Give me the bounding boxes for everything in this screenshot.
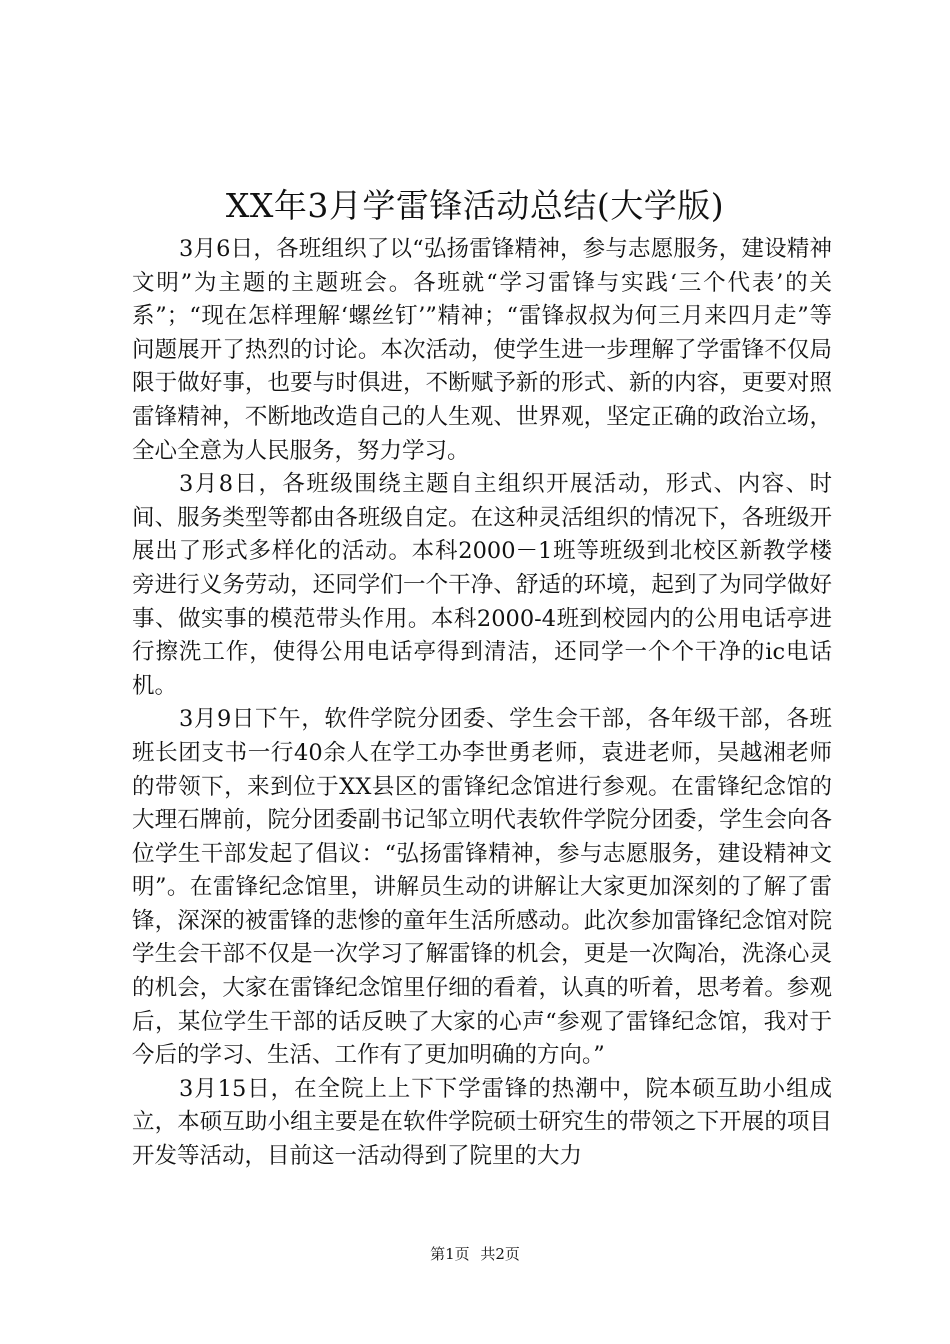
paragraph: 3月9日下午，软件学院分团委、学生会干部，各年级干部，各班班长团支书一行40余人在学工办李世勇老师，袁进老师，吴越湘老师的带领下，来到位于XX县区的雷锋纪念馆进行参观。在雷锋纪念馆的大理石牌前，院分团委副书记邹立明代表软件学院分团委，学生会向各位学生干部发起了倡议：“弘扬雷锋精神，参与志愿服务，建设精神文明”。在雷锋纪念馆里，讲解员生动的讲解让大家更加深刻的了解了雷锋，深深的被雷锋的悲惨的童年生活所感动。此次参加雷锋纪念馆对院学生会干部不仅是一次学习了解雷锋的机会，更是一次陶冶，洗涤心灵的机会，大家在雷锋纪念馆里仔细的看着，认真的听着，思考着。参观后，某位学生干部的话反映了大家的心声“参观了雷锋纪念馆，我对于今后的学习、生活、工作有了更加明确的方向。” [132, 706, 832, 1069]
page-number: 第1页 [430, 1245, 470, 1263]
paragraph: 3月8日，各班级围绕主题自主组织开展活动，形式、内容、时间、服务类型等都由各班级自定。在这种灵活组织的情况下，各班级开展出了形式多样化的活动。本科2000－1班等班级到北校区新教学楼旁进行义务劳动，还同学们一个干净、舒适的环境，起到了为同学做好事、做实事的模范带头作用。本科2000-4班到校园内的公用电话亭进行擦洗工作，使得公用电话亭得到清洁，还同学一个个干净的ic电话机。 [132, 471, 832, 699]
paragraph: 3月15日，在全院上上下下学雷锋的热潮中，院本硕互助小组成立，本硕互助小组主要是在软件学院硕士研究生的带领之下开展的项目开发等活动，目前这一活动得到了院里的大力 [132, 1075, 832, 1170]
page-footer [0, 1242, 950, 1266]
document-title: XX年3月学雷锋活动总结(大学版) [225, 186, 725, 225]
document-body [132, 233, 832, 1174]
paragraph: 3月6日，各班组织了以“弘扬雷锋精神，参与志愿服务，建设精神文明”为主题的主题班会。各班就“学习雷锋与实践‘三个代表’的关系”；“现在怎样理解‘螺丝钉’”精神；“雷锋叔叔为何三月来四月走”等问题展开了热烈的讨论。本次活动，使学生进一步理解了学雷锋不仅局限于做好事，也要与时俱进，不断赋予新的形式、新的内容，更要对照雷锋精神，不断地改造自己的人生观、世界观，坚定正确的政治立场，全心全意为人民服务，努力学习。 [132, 236, 832, 464]
page-total: 共2页 [480, 1245, 520, 1263]
